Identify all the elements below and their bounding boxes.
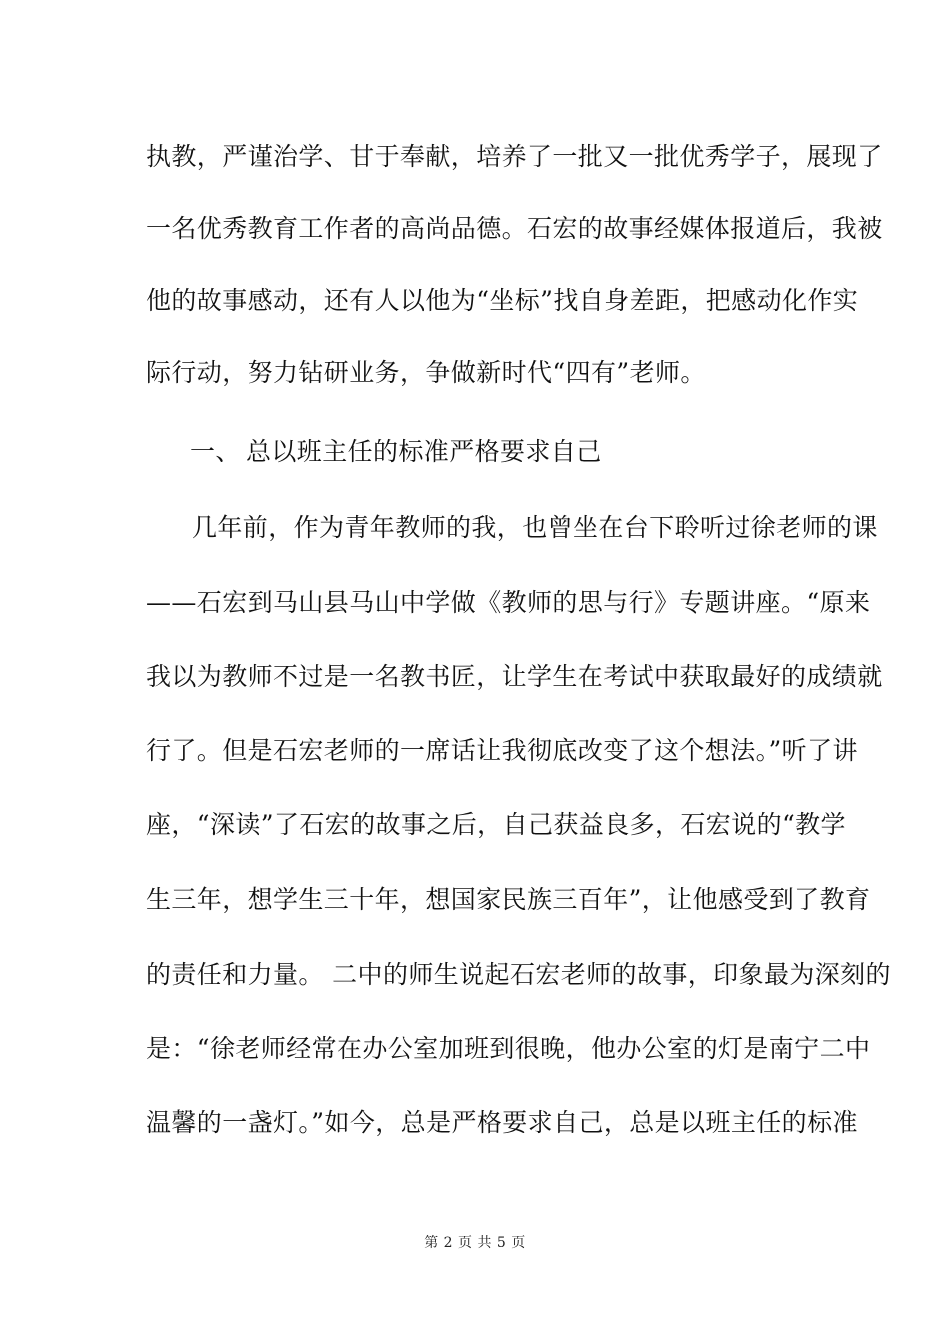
section-heading: [190, 437, 602, 467]
paragraph-line: 生三年，想学生三十年，想国家民族三百年”，让他感受到了教育: [146, 885, 871, 914]
paragraph-line: 一名优秀教育工作者的高尚品德。石宏的故事经媒体报道后，我被: [146, 214, 883, 243]
paragraph-line: 的责任和力量。 二中的师生说起石宏老师的故事，印象最为深刻的: [146, 960, 891, 989]
paragraph-line: 我以为教师不过是一名教书匠，让学生在考试中获取最好的成绩就: [146, 662, 883, 691]
paragraph-line: 座，“深读”了石宏的故事之后，自己获益良多，石宏说的“教学: [146, 810, 846, 839]
paragraph-line: ——石宏到马山县马山中学做《教师的思与行》专题讲座。“原来: [146, 588, 871, 617]
paragraph-line: 几年前，作为青年教师的我，也曾坐在台下聆听过徐老师的课: [192, 513, 878, 542]
paragraph-line: 行了。但是石宏老师的一席话让我彻底改变了这个想法。”听了讲: [146, 736, 858, 765]
section-title: 总以班主任的标准严格要求自己: [246, 437, 602, 466]
paragraph-line: 是：“徐老师经常在办公室加班到很晚，他办公室的灯是南宁二中: [146, 1034, 871, 1063]
paragraph-line: 执教，严谨治学、甘于奉献，培养了一批又一批优秀学子，展现了: [146, 142, 883, 171]
section-number: 一、: [190, 437, 241, 466]
page-number-footer: 第 2 页 共 5 页: [424, 1235, 526, 1251]
paragraph-line: 温馨的一盏灯。”如今，总是严格要求自己，总是以班主任的标准: [146, 1108, 858, 1137]
paragraph-line: 际行动，努力钻研业务，争做新时代“四有”老师。: [146, 358, 706, 387]
paragraph-line: 他的故事感动，还有人以他为“坐标”找自身差距，把感动化作实: [146, 286, 859, 315]
